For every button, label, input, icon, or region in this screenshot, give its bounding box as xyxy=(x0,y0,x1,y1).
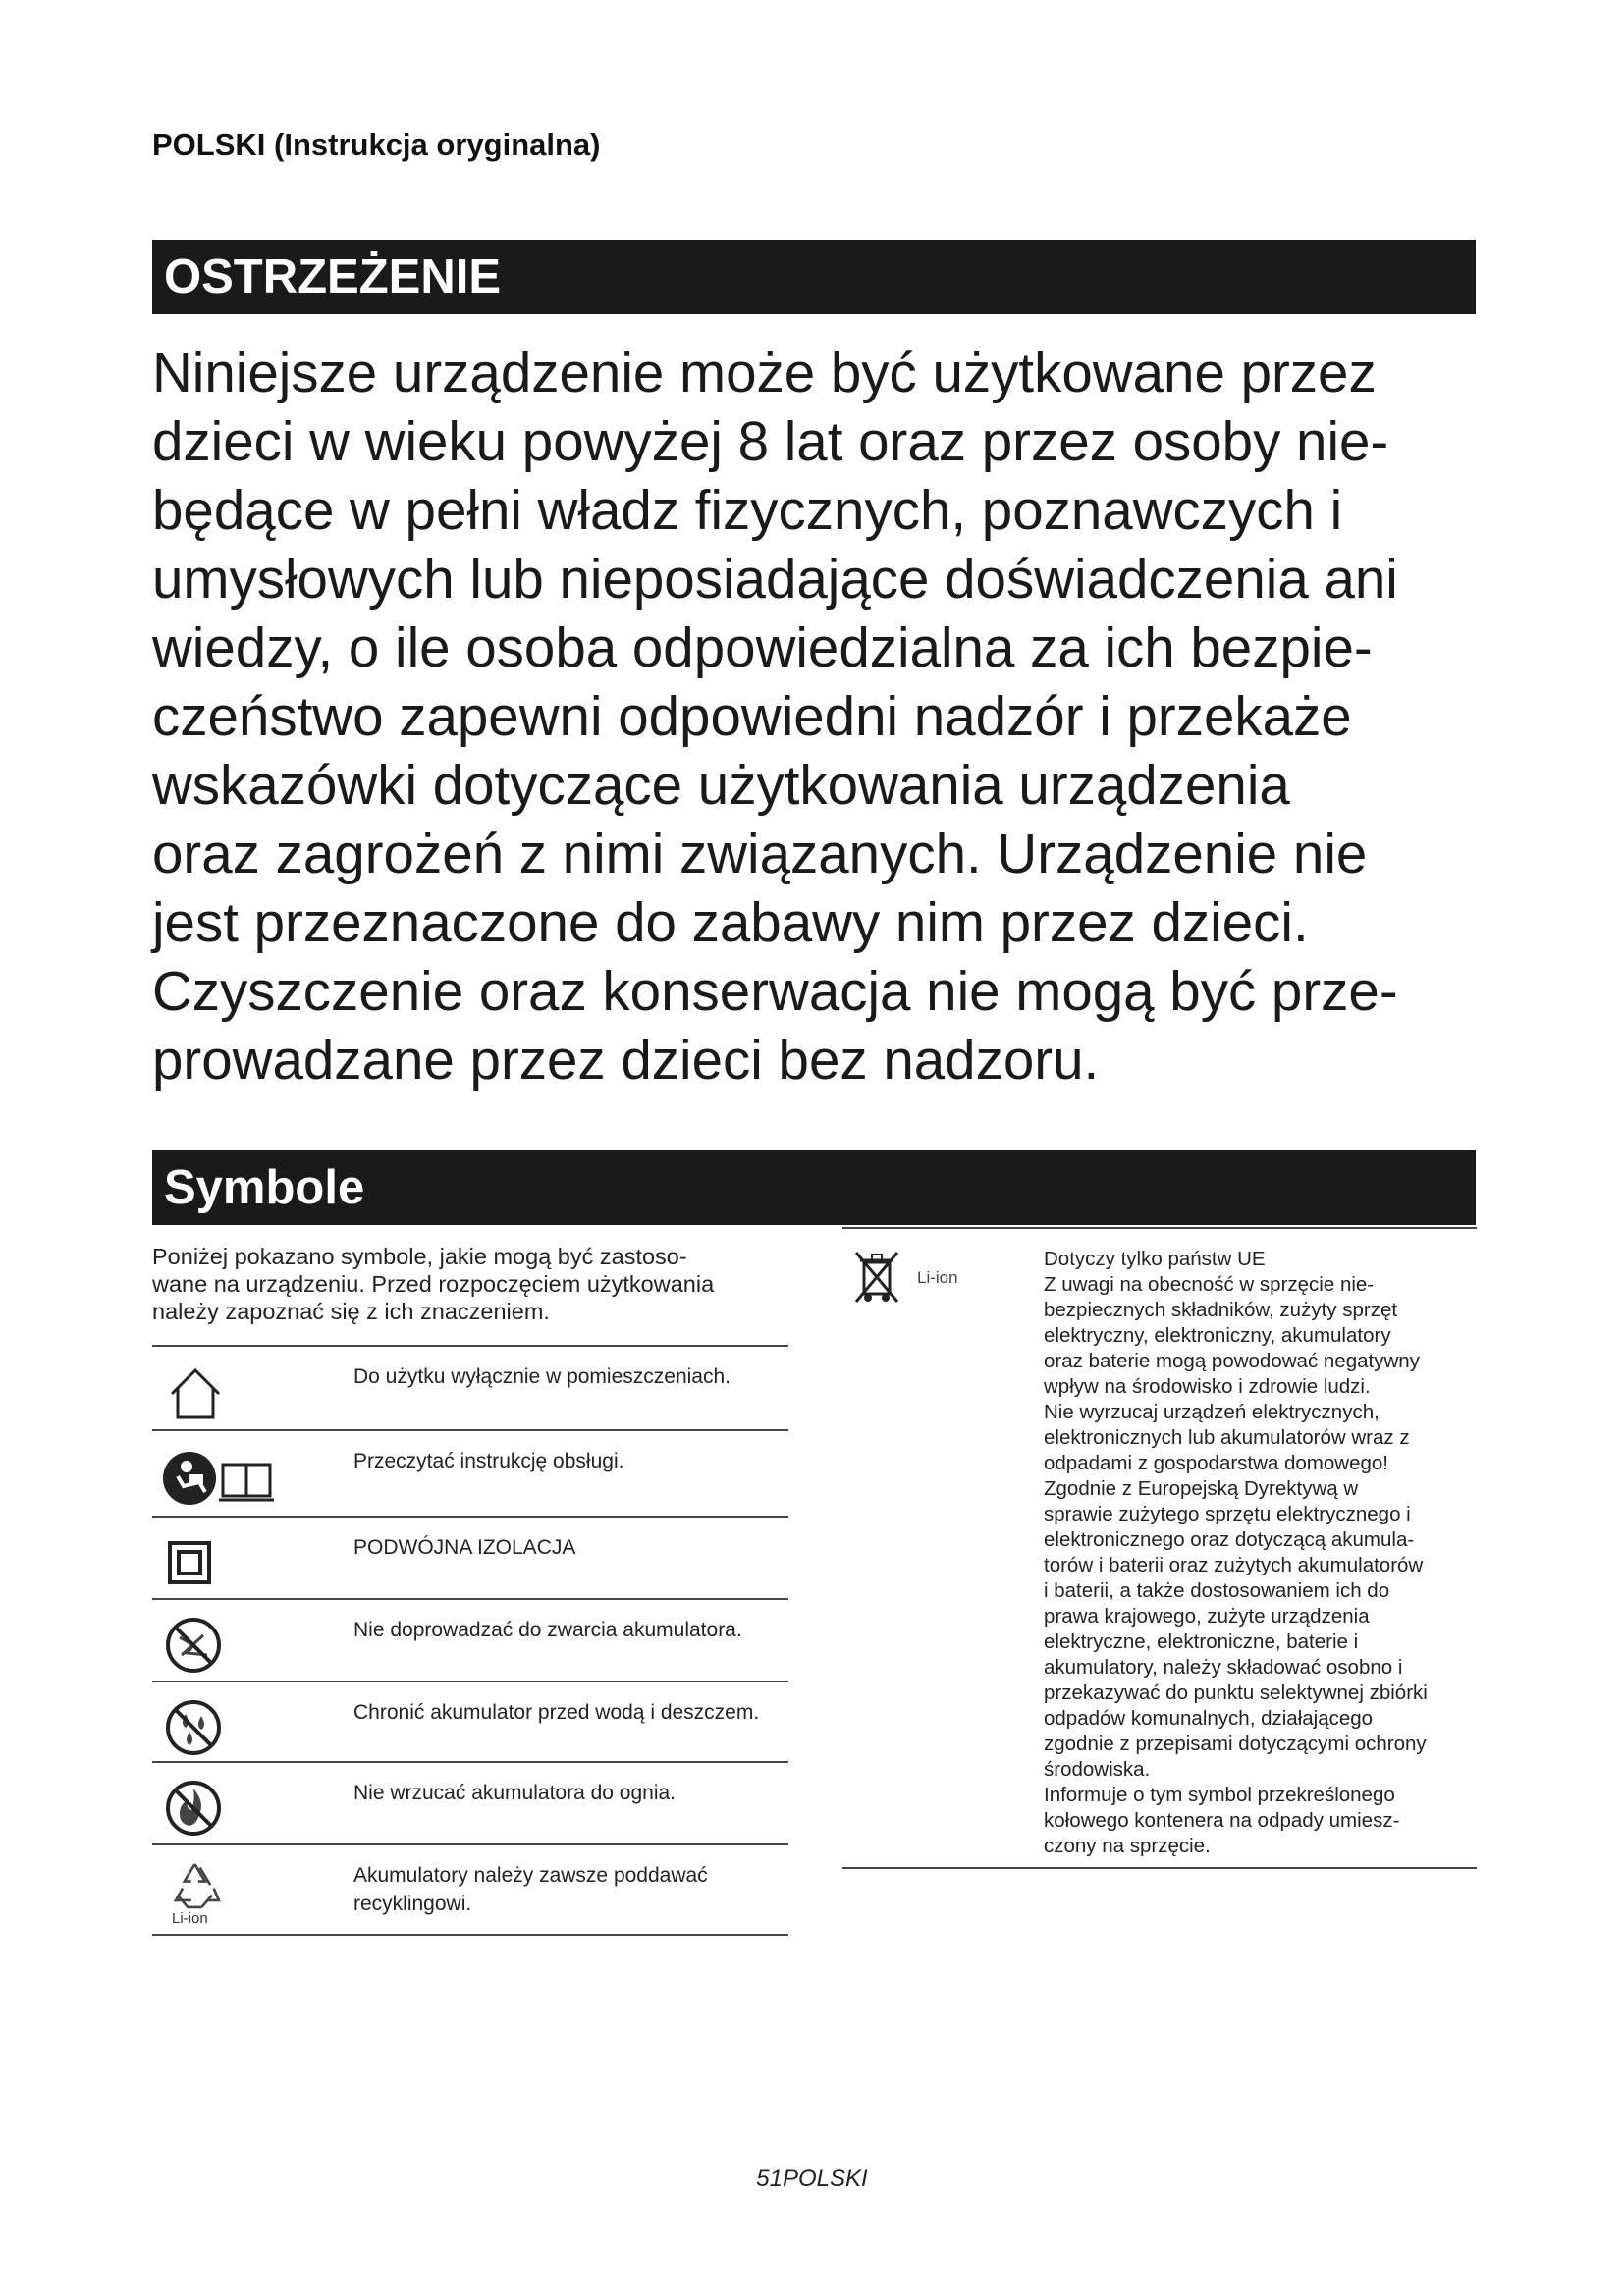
symbol-row xyxy=(152,1763,788,1845)
warning-section-title: OSTRZEŻENIE xyxy=(152,240,1476,314)
weee-info xyxy=(842,1227,1477,1869)
protect-from-water-icon xyxy=(160,1694,248,1759)
page-footer: 51POLSKI xyxy=(756,2165,868,2192)
symbol-description: Nie wrzucać akumulatora do ognia. xyxy=(353,1782,677,1804)
symbol-description: Przeczytać instrukcję obsługi. xyxy=(353,1450,624,1472)
symbols-section-title: Symbole xyxy=(152,1150,1476,1225)
weee-line: i baterii, a także dostosowaniem ich do xyxy=(1044,1579,1390,1602)
intro-line: Poniżej pokazano symbole, jakie mogą być zastoso- xyxy=(152,1244,687,1269)
no-fire-icon xyxy=(160,1775,248,1840)
weee-line: elektryczne, elektroniczne, baterie i xyxy=(1044,1630,1359,1653)
weee-line: odpadami z gospodarstwa domowego! xyxy=(1044,1452,1388,1474)
weee-line: kołowego kontenera na odpady umiesz- xyxy=(1044,1809,1400,1832)
weee-line: Informuje o tym symbol przekreślonego xyxy=(1044,1784,1395,1806)
symbol-description: Chronić akumulator przed wodą i deszczem. xyxy=(353,1701,760,1724)
weee-line: torów i baterii oraz zużytych akumulatorów xyxy=(1044,1554,1424,1576)
symbols-table xyxy=(152,1345,788,1936)
weee-line: czony na sprzęcie. xyxy=(1044,1835,1211,1857)
symbol-row xyxy=(152,1518,788,1600)
weee-line: Zgodnie z Europejską Dyrektywą w xyxy=(1044,1477,1359,1500)
weee-line: elektronicznego oraz dotyczącą akumula- xyxy=(1044,1528,1415,1551)
warning-line: czeństwo zapewni odpowiedni nadzór i przekaże xyxy=(152,685,1352,747)
weee-line: odpadów komunalnych, działającego xyxy=(1044,1707,1374,1730)
warning-line: oraz zagrożeń z nimi związanych. Urządzenie nie xyxy=(152,823,1368,884)
weee-icon-label: Li-ion xyxy=(917,1268,958,1287)
crossed-bin-icon xyxy=(852,1247,901,1306)
weee-line: elektronicznych lub akumulatorów wraz z xyxy=(1044,1426,1410,1449)
warning-line: będące w pełni władz fizycznych, poznawczych i xyxy=(152,479,1343,541)
symbols-intro xyxy=(152,1243,800,1325)
warning-line: Niniejsze urządzenie może być użytkowane przez xyxy=(152,342,1377,403)
no-short-circuit-icon xyxy=(160,1612,248,1677)
weee-line: przekazywać do punktu selektywnej zbiórki xyxy=(1044,1682,1428,1704)
weee-line: akumulatory, należy składować osobno i xyxy=(1044,1656,1403,1679)
symbol-description: Akumulatory należy zawsze poddawać recyklingowi. xyxy=(353,1864,708,1915)
symbol-row xyxy=(152,1682,788,1763)
weee-line: elektryczny, elektroniczny, akumulatory xyxy=(1044,1324,1391,1347)
warning-line: dzieci w wieku powyżej 8 lat oraz przez osoby nie- xyxy=(152,410,1389,472)
warning-text xyxy=(152,339,1488,1095)
symbol-row xyxy=(152,1431,788,1518)
recycle-icon-label: Li-ion xyxy=(172,1910,208,1927)
weee-line: zgodnie z przepisami dotyczącymi ochrony xyxy=(1044,1733,1427,1755)
weee-line: wpływ na środowisko i zdrowie ludzi. xyxy=(1044,1375,1371,1398)
weee-line: środowiska. xyxy=(1044,1758,1151,1781)
language-header: POLSKI (Instrukcja oryginalna) xyxy=(152,128,601,162)
warning-line: wskazówki dotyczące użytkowania urządzenia xyxy=(152,754,1290,816)
warning-line: prowadzane przez dzieci bez nadzoru. xyxy=(152,1029,1100,1091)
read-manual-icon xyxy=(160,1443,298,1508)
weee-description xyxy=(1044,1247,1476,1859)
weee-row xyxy=(842,1229,1477,1869)
symbol-description: PODWÓJNA IZOLACJA xyxy=(353,1536,576,1559)
symbol-row xyxy=(152,1845,788,1936)
double-insulation-icon xyxy=(160,1529,248,1594)
recycle-icon xyxy=(160,1857,248,1914)
weee-line: Z uwagi na obecność w sprzęcie nie- xyxy=(1044,1273,1375,1296)
symbol-description: Do użytku wyłącznie w pomieszczeniach. xyxy=(353,1365,731,1388)
symbol-description: Nie doprowadzać do zwarcia akumulatora. xyxy=(353,1619,742,1641)
warning-line: jest przeznaczone do zabawy nim przez dzieci. xyxy=(152,891,1309,953)
warning-line: umysłowych lub nieposiadające doświadczenia ani xyxy=(152,548,1398,610)
warning-line: Czyszczenie oraz konserwacja nie mogą być prze- xyxy=(152,960,1398,1022)
weee-line: bezpiecznych składników, zużyty sprzęt xyxy=(1044,1299,1398,1321)
weee-line: Nie wyrzucaj urządzeń elektrycznych, xyxy=(1044,1401,1380,1423)
weee-line: Dotyczy tylko państw UE xyxy=(1044,1248,1266,1270)
warning-line: wiedzy, o ile osoba odpowiedzialna za ich bezpie- xyxy=(152,616,1373,678)
intro-line: wane na urządzeniu. Przed rozpoczęciem użytkowania xyxy=(152,1271,715,1297)
weee-line: sprawie zużytego sprzętu elektrycznego i xyxy=(1044,1503,1411,1525)
symbol-row xyxy=(152,1600,788,1682)
intro-line: należy zapoznać się z ich znaczeniem. xyxy=(152,1299,550,1324)
weee-line: prawa krajowego, zużyte urządzenia xyxy=(1044,1605,1370,1628)
symbol-row xyxy=(152,1347,788,1431)
indoor-use-house-icon xyxy=(160,1359,248,1423)
weee-line: oraz baterie mogą powodować negatywny xyxy=(1044,1350,1420,1372)
